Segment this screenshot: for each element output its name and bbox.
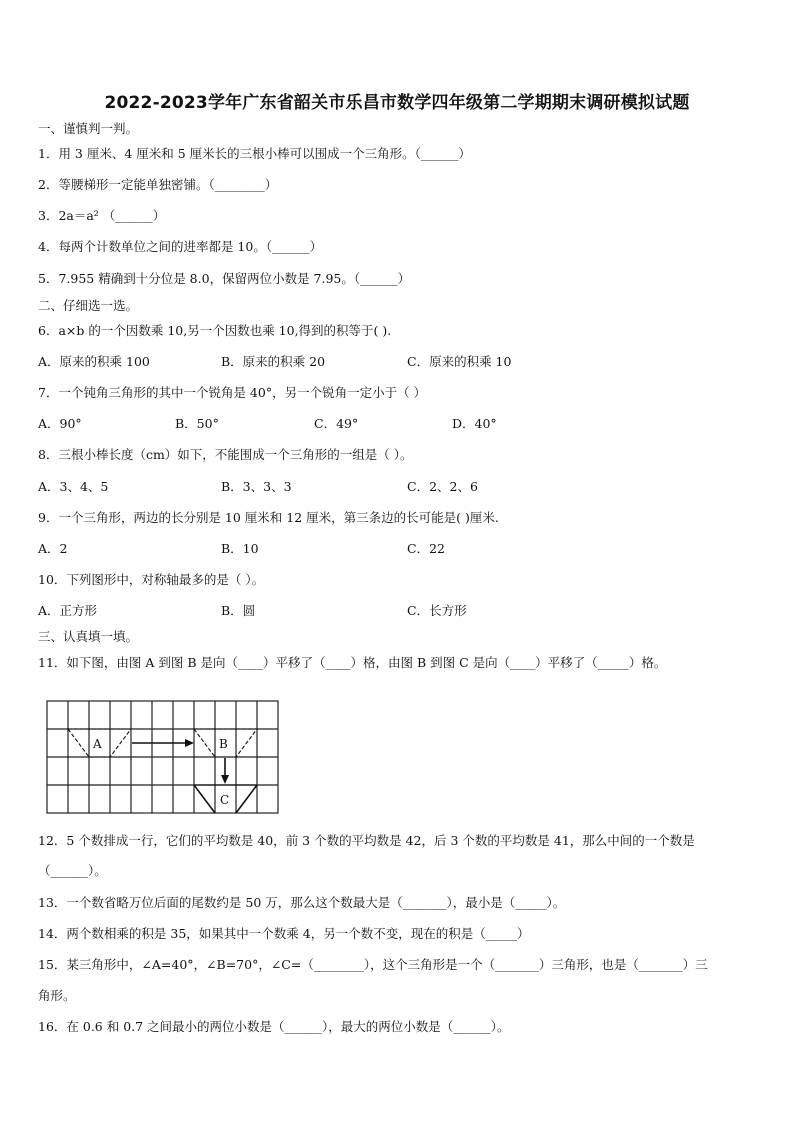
question-16: 16．在 0.6 和 0.7 之间最小的两位小数是（______），最大的两位小数是（______）。 bbox=[38, 1019, 510, 1034]
question-3: 3．2a＝a² （______） bbox=[38, 208, 166, 223]
q8-option-b: B．3、3、3 bbox=[221, 479, 292, 494]
question-8: 8．三根小棒长度（cm）如下，不能围成一个三角形的一组是（ ）。 bbox=[38, 447, 413, 462]
question-5: 5．7.955 精确到十分位是 8.0，保留两位小数是 7.95。（______） bbox=[38, 271, 411, 286]
question-12: 12．5 个数排成一行，它们的平均数是 40，前 3 个数的平均数是 42，后 3 个数的平均数是 41，那么中间的一个数是 bbox=[38, 833, 695, 848]
q10-option-c: C．长方形 bbox=[407, 603, 467, 618]
translation-grid-figure bbox=[46, 700, 280, 814]
q9-option-c: C．22 bbox=[407, 541, 445, 556]
grid-svg bbox=[46, 700, 280, 814]
section-heading-1: 一、谨慎判一判。 bbox=[38, 121, 139, 136]
grid-lines bbox=[47, 701, 278, 813]
q8-option-c: C．2、2、6 bbox=[407, 479, 478, 494]
q10-option-b: B．圆 bbox=[221, 603, 256, 618]
question-10: 10．下列图形中，对称轴最多的是（ ）。 bbox=[38, 572, 265, 587]
label-c: C bbox=[220, 793, 230, 807]
page-title: 2022-2023学年广东省韶关市乐昌市数学四年级第二学期期末调研模拟试题 bbox=[104, 93, 690, 113]
q7-option-b: B．50° bbox=[175, 416, 219, 431]
question-9: 9．一个三角形，两边的长分别是 10 厘米和 12 厘米，第三条边的长可能是( )厘米. bbox=[38, 510, 499, 525]
q7-option-c: C．49° bbox=[314, 416, 359, 431]
arrow-right-icon bbox=[132, 739, 194, 747]
question-15: 15．某三角形中，∠A=40°，∠B=70°，∠C=（________），这个三角形是一个（_______）三角形，也是（_______）三 bbox=[38, 957, 708, 972]
question-4: 4．每两个计数单位之间的进率都是 10。（______） bbox=[38, 239, 323, 254]
question-1: 1．用 3 厘米、4 厘米和 5 厘米长的三根小棒可以围成一个三角形。（______） bbox=[38, 146, 471, 161]
question-12-continued: （______）。 bbox=[38, 863, 107, 878]
q9-option-b: B．10 bbox=[221, 541, 259, 556]
q8-option-a: A．3、4、5 bbox=[38, 479, 109, 494]
question-7: 7．一个钝角三角形的其中一个锐角是 40°，另一个锐角一定小于（ ） bbox=[38, 385, 427, 400]
section-heading-3: 三、认真填一填。 bbox=[38, 629, 139, 644]
q6-option-a: A．原来的积乘 100 bbox=[38, 354, 150, 369]
question-15-continued: 角形。 bbox=[38, 988, 76, 1003]
q6-option-b: B．原来的积乘 20 bbox=[221, 354, 326, 369]
section-heading-2: 二、仔细选一选。 bbox=[38, 298, 139, 313]
label-b: B bbox=[219, 737, 228, 751]
label-a: A bbox=[93, 737, 102, 751]
q9-option-a: A．2 bbox=[38, 541, 68, 556]
question-2: 2．等腰梯形一定能单独密铺。（________） bbox=[38, 177, 278, 192]
question-14: 14．两个数相乘的积是 35，如果其中一个数乘 4，另一个数不变，现在的积是（_____） bbox=[38, 926, 530, 941]
question-6: 6．a×b 的一个因数乘 10,另一个因数也乘 10,得到的积等于( ). bbox=[38, 323, 392, 338]
q10-option-a: A．正方形 bbox=[38, 603, 98, 618]
question-13: 13．一个数省略万位后面的尾数约是 50 万，那么这个数最大是（_______），最小是（_____）。 bbox=[38, 895, 566, 910]
question-11: 11．如下图，由图 A 到图 B 是向（____）平移了（____）格，由图 B 到图 C 是向（____）平移了（_____）格。 bbox=[38, 655, 667, 670]
arrow-down-icon bbox=[221, 758, 229, 784]
q7-option-d: D．40° bbox=[452, 416, 497, 431]
q7-option-a: A．90° bbox=[38, 416, 82, 431]
q6-option-c: C．原来的积乘 10 bbox=[407, 354, 512, 369]
